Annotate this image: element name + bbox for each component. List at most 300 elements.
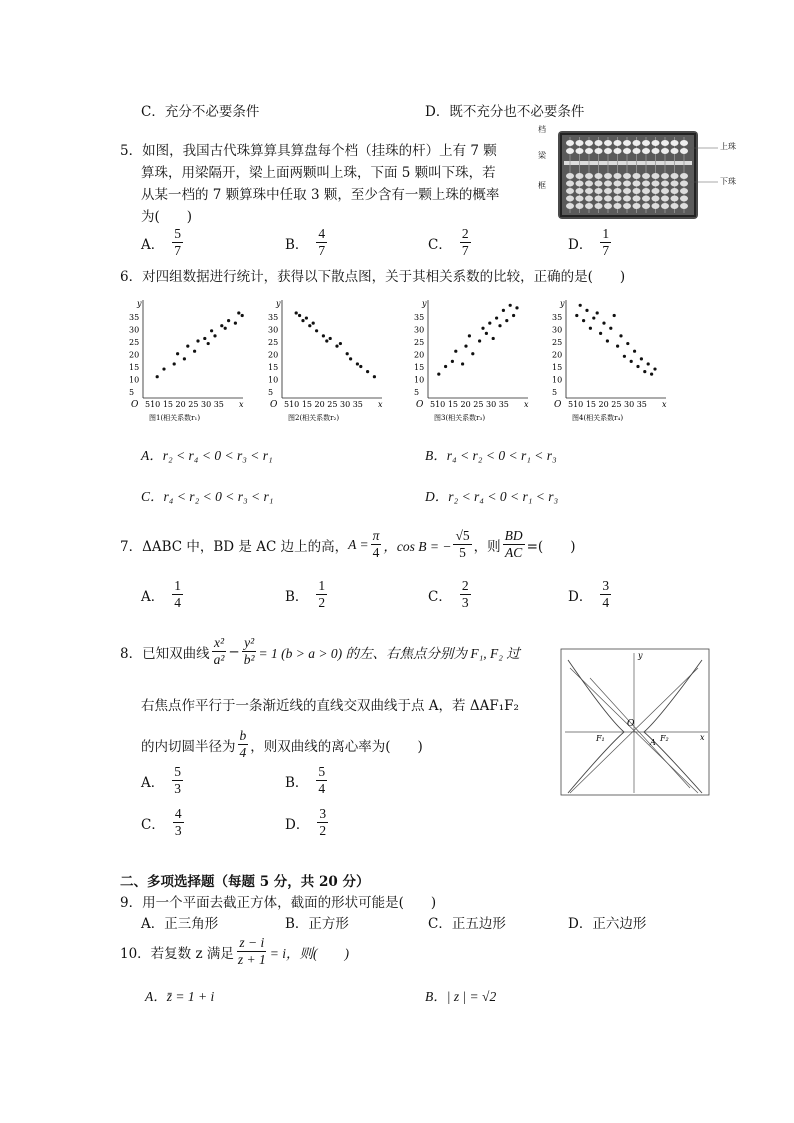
y-tick-label: 5 <box>552 388 558 397</box>
q8-line3a: 的内切圆半径为 <box>141 738 236 755</box>
y-tick-label: 25 <box>129 338 140 347</box>
scatter-point <box>444 365 447 368</box>
scatter-point <box>162 367 165 370</box>
scatter-point <box>325 339 328 342</box>
y-tick-label: 35 <box>552 313 563 322</box>
scatter-point <box>207 342 210 345</box>
abacus-bead <box>633 196 641 202</box>
abacus-bead <box>614 173 622 179</box>
abacus-bead <box>671 140 679 146</box>
option-label: C． <box>428 588 452 605</box>
scatter-point <box>609 327 612 330</box>
scatter-point <box>349 357 352 360</box>
q6-option-a: A．r₂ < r₄ < 0 < r₃ < r₁ <box>141 448 273 463</box>
abacus-bead <box>604 188 612 194</box>
abacus-bead <box>680 188 688 194</box>
option-label: A． <box>141 774 165 791</box>
scatter-point <box>626 342 629 345</box>
y-axis-label: y <box>137 299 142 308</box>
abacus-bead <box>642 203 650 209</box>
scatter-point <box>468 334 471 337</box>
scatter-point <box>451 360 454 363</box>
option-fraction <box>316 226 327 259</box>
scatter-point <box>335 345 338 348</box>
abacus-bead <box>652 196 660 202</box>
fraction-numerator: 3 <box>319 806 327 821</box>
scatter-point <box>176 352 179 355</box>
q8-line3 <box>141 728 423 761</box>
abacus-bead <box>566 181 574 187</box>
scatter-point <box>213 334 216 337</box>
scatter-point <box>478 339 481 342</box>
abacus-bead <box>604 148 612 154</box>
y-tick-label: 35 <box>414 313 425 322</box>
q7-cos: ，cos B = − <box>383 538 452 554</box>
abacus-bead <box>595 181 603 187</box>
scatter-point <box>512 314 515 317</box>
q8-option-c <box>141 806 186 839</box>
scatter-point <box>636 365 639 368</box>
scatter-point <box>585 309 588 312</box>
abacus-bead <box>566 196 574 202</box>
scatter-point <box>359 365 362 368</box>
option-fraction <box>172 578 183 611</box>
scatter-point <box>301 319 304 322</box>
option-label: B． <box>285 774 309 791</box>
q5-line2: 算珠，用梁隔开，梁上面两颗叫上珠，下面 5 颗叫下珠，若 <box>141 165 496 181</box>
scatter-point <box>596 311 599 314</box>
abacus-bead <box>614 140 622 146</box>
fraction-denominator: 3 <box>174 823 182 838</box>
q7-pi-over-4 <box>371 528 382 561</box>
fraction-numerator: 2 <box>461 226 469 241</box>
scatter-point <box>633 350 636 353</box>
abacus-bead <box>680 196 688 202</box>
scatter-point <box>509 304 512 307</box>
y-tick-label: 30 <box>129 325 140 335</box>
abacus-bead <box>633 140 641 146</box>
plot-caption: 图3(相关系数r₃) <box>434 414 486 422</box>
q5-option-c <box>428 226 473 259</box>
y-tick-label: 5 <box>414 388 420 397</box>
scatter-point <box>224 327 227 330</box>
q8-prefix: 8．已知双曲线 <box>120 645 210 662</box>
y-tick-label: 35 <box>129 313 140 322</box>
y-tick-label: 10 <box>268 375 279 385</box>
abacus-bead <box>576 181 584 187</box>
abacus-bead <box>652 148 660 154</box>
scatter-point <box>366 370 369 373</box>
option-fraction <box>316 764 327 797</box>
abacus-bead <box>614 196 622 202</box>
scatter-point <box>502 309 505 312</box>
abacus-bead <box>585 181 593 187</box>
q7-stem <box>120 528 575 561</box>
abacus-bead <box>585 140 593 146</box>
origin-label: O <box>416 400 424 410</box>
q7-option-a <box>141 578 185 611</box>
scatter-point <box>599 332 602 335</box>
x-tick-labels: 510 15 20 25 30 35 <box>568 400 647 409</box>
q9-option-a: A．正三角形 <box>141 916 219 932</box>
q5-option-a <box>141 226 185 259</box>
scatter-point <box>315 329 318 332</box>
option-fraction <box>460 226 471 259</box>
y-tick-label: 25 <box>268 338 279 347</box>
abacus-bead <box>680 173 688 179</box>
option-fraction <box>600 578 611 611</box>
abacus-bead <box>671 196 679 202</box>
y-tick-label: 25 <box>552 338 563 347</box>
scatter-point <box>606 339 609 342</box>
option-fraction <box>460 578 471 611</box>
abacus-bead <box>642 140 650 146</box>
scatter-point <box>322 334 325 337</box>
scatter-point <box>485 332 488 335</box>
abacus-bead <box>623 181 631 187</box>
abacus-bead <box>614 181 622 187</box>
fraction-numerator: 1 <box>602 226 610 241</box>
q8-x2: x² <box>213 635 225 650</box>
abacus-drawing <box>558 131 698 219</box>
q5-line3: 从某一档的 7 颗算珠中任取 3 颗，至少含有一颗上珠的概率 <box>141 187 500 203</box>
abacus-bead <box>595 196 603 202</box>
y-tick-label: 5 <box>268 388 274 397</box>
q7-end: =( ) <box>526 538 576 555</box>
scatter-point <box>173 362 176 365</box>
scatter-point <box>495 316 498 319</box>
scatter-point <box>305 316 308 319</box>
abacus-bead <box>623 173 631 179</box>
option-label: A． <box>141 236 165 253</box>
abacus-bead <box>576 196 584 202</box>
y-tick-label: 15 <box>552 363 563 372</box>
fig-f2: F₂ <box>660 734 669 743</box>
fig-origin: O <box>627 719 635 729</box>
scatter-point <box>237 311 240 314</box>
q7-bd: BD <box>504 528 523 543</box>
q10-prefix: 10．若复数 z 满足 <box>120 945 234 962</box>
scatter-point <box>589 327 592 330</box>
q8-option-a <box>141 764 185 797</box>
scatter-point <box>234 322 237 325</box>
abacus-label-xiazhu: 下珠 <box>720 177 736 186</box>
y-tick-label: 30 <box>414 325 425 335</box>
origin-label: O <box>270 400 278 410</box>
q9-option-b: B．正方形 <box>285 916 349 932</box>
abacus-bead <box>661 148 669 154</box>
abacus-bead <box>595 188 603 194</box>
q7-five: 5 <box>459 545 466 560</box>
abacus-bead <box>652 181 660 187</box>
abacus-bead <box>642 196 650 202</box>
abacus-bead <box>585 196 593 202</box>
q7-prefix: 7．ΔABC 中，BD 是 AC 边上的高， <box>120 538 349 555</box>
fraction-numerator: 2 <box>461 578 469 593</box>
fraction-denominator: 3 <box>461 595 469 610</box>
fraction-numerator: 5 <box>318 764 326 779</box>
scatter-point <box>183 357 186 360</box>
fraction-numerator: 1 <box>174 578 181 593</box>
q8-x2-over-a2 <box>212 635 227 668</box>
abacus-label-liang: 梁 <box>538 151 546 160</box>
x-tick-labels: 510 15 20 25 30 35 <box>430 400 509 409</box>
x-axis-label: x <box>662 400 667 409</box>
abacus-bead <box>661 196 669 202</box>
q6-option-b: B．r₄ < r₂ < 0 < r₁ < r₃ <box>425 448 557 463</box>
abacus-bead <box>566 203 574 209</box>
abacus-bead <box>614 148 622 154</box>
y-tick-label: 20 <box>552 350 563 360</box>
fraction-denominator: 7 <box>602 243 610 258</box>
fig-x-label: x <box>700 733 705 742</box>
scatter-point <box>356 362 359 365</box>
abacus-bead <box>671 181 679 187</box>
q8-option-b <box>285 764 329 797</box>
scatter-point <box>481 327 484 330</box>
scatter-plot-1 <box>123 293 253 428</box>
abacus-leader-lines <box>690 140 720 185</box>
scatter-point <box>186 345 189 348</box>
abacus-bead <box>642 188 650 194</box>
abacus-bead <box>671 203 679 209</box>
y-tick-label: 15 <box>414 363 425 372</box>
abacus-bead <box>633 203 641 209</box>
q7-bd-over-ac <box>503 528 525 561</box>
abacus-image <box>558 131 698 219</box>
scatter-point <box>602 322 605 325</box>
scatter-plot-2 <box>262 293 392 428</box>
x-tick-labels: 510 15 20 25 30 35 <box>145 400 224 409</box>
abacus-label-kuang: 框 <box>538 181 546 190</box>
q7-option-c <box>428 578 473 611</box>
abacus-bead <box>623 203 631 209</box>
abacus-bead <box>671 148 679 154</box>
q8-line2: 右焦点作平行于一条渐近线的直线交双曲线于点 A，若 ΔAF₁F₂ <box>141 698 519 714</box>
scatter-point <box>488 322 491 325</box>
abacus-bead <box>576 148 584 154</box>
abacus-bead <box>623 148 631 154</box>
scatter-point <box>575 314 578 317</box>
scatter-point <box>156 375 159 378</box>
q5-option-b <box>285 226 329 259</box>
abacus-label-shangzhu: 上珠 <box>720 142 736 151</box>
scatter-point <box>582 319 585 322</box>
scatter-point <box>505 319 508 322</box>
q8-eq-rest: = 1 (b > a > 0) 的左、右焦点分别为 F₁, F₂ 过 <box>258 645 520 661</box>
abacus-bead <box>680 203 688 209</box>
y-tick-label: 30 <box>552 325 563 335</box>
y-tick-label: 30 <box>268 325 279 335</box>
fraction-denominator: 2 <box>318 595 326 610</box>
abacus-bead <box>585 173 593 179</box>
q10-fraction <box>236 935 268 968</box>
abacus-bead <box>652 173 660 179</box>
abacus-bead <box>680 148 688 154</box>
abacus-bead <box>633 188 641 194</box>
abacus-bead <box>633 148 641 154</box>
origin-label: O <box>131 400 139 410</box>
fraction-denominator: 7 <box>461 243 469 258</box>
x-axis-label: x <box>524 400 529 409</box>
scatter-point <box>619 334 622 337</box>
option-fraction <box>172 226 183 259</box>
scatter-point <box>241 314 244 317</box>
q6-stem: 6．对四组数据进行统计，获得以下散点图，关于其相关系数的比较，正确的是( ) <box>120 269 626 285</box>
q9-option-c: C．正五边形 <box>428 916 506 932</box>
scatter-point <box>220 324 223 327</box>
scatter-point <box>616 345 619 348</box>
fraction-denominator: 4 <box>318 781 326 796</box>
y-tick-label: 5 <box>129 388 135 397</box>
y-tick-label: 15 <box>129 363 140 372</box>
q7-ac: AC <box>504 545 523 560</box>
option-fraction <box>173 806 184 839</box>
q8-y2: y² <box>244 635 255 650</box>
abacus-bead <box>576 188 584 194</box>
fraction-denominator: 2 <box>319 823 327 838</box>
fraction-numerator: 4 <box>174 806 182 821</box>
q8-line3b: ，则双曲线的离心率为( ) <box>250 738 423 755</box>
plot-caption: 图4(相关系数r₄) <box>572 414 624 422</box>
abacus-bead <box>585 188 593 194</box>
y-tick-label: 20 <box>268 350 279 360</box>
option-fraction <box>600 226 611 259</box>
abacus-bead <box>576 203 584 209</box>
abacus-bead <box>566 173 574 179</box>
abacus-bead <box>576 173 584 179</box>
scatter-point <box>308 324 311 327</box>
abacus-bead <box>604 196 612 202</box>
option-label: D． <box>568 236 593 253</box>
y-tick-label: 10 <box>129 375 140 385</box>
option-label: A． <box>141 588 165 605</box>
scatter-point <box>454 350 457 353</box>
option-label: C． <box>428 236 452 253</box>
scatter-point <box>630 360 633 363</box>
q9-stem: 9．用一个平面去截正方体，截面的形状可能是( ) <box>120 895 437 911</box>
abacus-bead <box>566 140 574 146</box>
scatter-point <box>196 339 199 342</box>
abacus-bead <box>680 181 688 187</box>
scatter-point <box>312 322 315 325</box>
fraction-denominator: 4 <box>174 595 181 610</box>
y-tick-label: 10 <box>414 375 425 385</box>
abacus-bead <box>652 188 660 194</box>
scatter-point <box>650 373 653 376</box>
fraction-denominator: 4 <box>602 595 610 610</box>
q5-line4: 为( ) <box>141 209 193 225</box>
q4-option-d: D．既不充分也不必要条件 <box>425 104 585 120</box>
scatter-point <box>498 324 501 327</box>
abacus-bead <box>595 140 603 146</box>
q10-rest: = i，则( ) <box>269 945 349 961</box>
scatter-point <box>623 355 626 358</box>
fraction-numerator: 3 <box>602 578 610 593</box>
scatter-point <box>373 375 376 378</box>
q6-option-d: D．r₂ < r₄ < 0 < r₁ < r₃ <box>425 489 559 504</box>
scatter-point <box>471 352 474 355</box>
q4-option-c: C．充分不必要条件 <box>141 104 260 120</box>
q7-option-b <box>285 578 329 611</box>
abacus-bead <box>661 181 669 187</box>
q8-b: b <box>239 728 247 743</box>
abacus-bead <box>623 196 631 202</box>
abacus-bead <box>614 188 622 194</box>
abacus-bead <box>604 173 612 179</box>
q7-then: ，则 <box>473 538 501 555</box>
scatter-point <box>193 350 196 353</box>
y-tick-label: 35 <box>268 313 279 322</box>
scatter-point <box>515 306 518 309</box>
abacus-bead <box>576 140 584 146</box>
abacus-bead <box>633 173 641 179</box>
x-axis-label: x <box>378 400 383 409</box>
section2-heading: 二、多项选择题（每题 5 分，共 20 分） <box>120 874 370 890</box>
scatter-point <box>461 362 464 365</box>
scatter-point <box>653 367 656 370</box>
plot-caption: 图1(相关系数r₁) <box>149 414 201 422</box>
abacus-bead <box>595 203 603 209</box>
q8-line1: 8．已知双曲线 $\frac{\text{x²}}{\text{a²}}$ − $\frac{\text{y²}}{\text{b²}}$ = 1 (b > a > 0) 的左、右焦点分别为 F₁, F₂ 过 <box>120 635 520 667</box>
fraction-numerator: 5 <box>174 226 181 241</box>
scatter-point <box>329 337 332 340</box>
y-tick-label: 10 <box>552 375 563 385</box>
option-fraction <box>316 578 327 611</box>
scatter-point <box>437 373 440 376</box>
q8-four: 4 <box>239 745 247 760</box>
abacus-bead <box>604 181 612 187</box>
q8-a2: a² <box>213 652 225 667</box>
fraction-numerator: 5 <box>174 764 181 779</box>
fraction-numerator: 4 <box>318 226 326 241</box>
abacus-bead <box>604 140 612 146</box>
abacus-bead <box>585 203 593 209</box>
scatter-plot-3 <box>408 293 538 428</box>
abacus-bead <box>671 188 679 194</box>
fig-f1: F₁ <box>596 734 605 743</box>
q10-num: z − i <box>239 935 265 950</box>
q7-sqrt5: √5 <box>455 528 470 543</box>
scatter-point <box>346 352 349 355</box>
scatter-point <box>210 329 213 332</box>
abacus-bead <box>680 140 688 146</box>
y-tick-label: 20 <box>129 350 140 360</box>
abacus-bead <box>566 148 574 154</box>
fraction-numerator: 1 <box>318 578 326 593</box>
fraction-denominator: 7 <box>174 243 181 258</box>
fraction-denominator: 3 <box>174 781 181 796</box>
abacus-bead <box>652 140 660 146</box>
y-axis-label: y <box>560 299 565 308</box>
abacus-bead <box>633 181 641 187</box>
abacus-bead <box>661 203 669 209</box>
abacus-bead <box>642 173 650 179</box>
y-axis-label: y <box>422 299 427 308</box>
q7-a-eq: A = <box>348 536 369 552</box>
scatter-point <box>492 337 495 340</box>
q8-b2: b² <box>243 652 255 667</box>
x-tick-labels: 510 15 20 25 30 35 <box>284 400 363 409</box>
q7-option-d <box>568 578 613 611</box>
option-fraction <box>317 806 328 839</box>
y-tick-label: 20 <box>414 350 425 360</box>
abacus-bead <box>595 173 603 179</box>
abacus-bead <box>661 140 669 146</box>
abacus-bead <box>614 203 622 209</box>
abacus-bead <box>595 148 603 154</box>
scatter-point <box>339 342 342 345</box>
